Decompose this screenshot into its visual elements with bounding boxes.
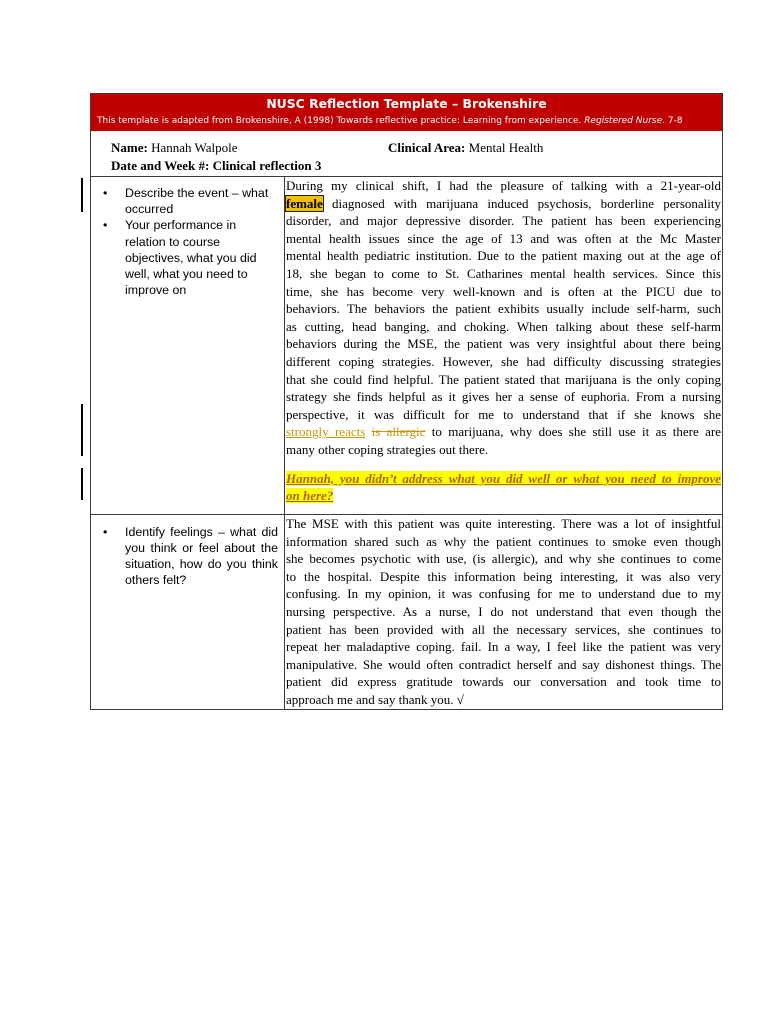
prompt-cell [91, 515, 285, 709]
response-line: different coping strategies. However, she had difficulty discussing strategies [286, 353, 721, 369]
response-line: patient did express gratitude towards our conversation and took time to [286, 674, 721, 690]
response-line: as cutting, head banging, and choking. When talking about these self-harm [286, 318, 721, 334]
name-label: Name: [111, 140, 148, 155]
response-line: 18, she began to come to St. Catharines mental health services. Since this [286, 265, 721, 281]
response-line: manipulative. She would often contradict herself and say dishonest things. The [286, 656, 721, 672]
bullet-icon: • [103, 525, 108, 539]
inserted-text: strongly reacts [286, 424, 366, 440]
change-bar [81, 178, 83, 212]
response-line: strategy she finds helpful as it gives her a sense of euphoria. From a nursing [286, 389, 721, 405]
response-line: nursing perspective. As a nurse, I do not understand that even though the [286, 603, 721, 619]
prompt-line: objectives, what you did [125, 250, 257, 265]
date-week-label: Date and Week #: [111, 157, 210, 173]
reflection-table [90, 93, 723, 710]
response-line: time, she has become very well-known and is often at the PICU due to [286, 283, 721, 299]
change-bar [81, 404, 83, 456]
response-text: to marijuana, why does she still use it as there are [431, 424, 721, 440]
response-line [286, 423, 721, 441]
response-line: information shared such as why the patient continues to smoke even though [286, 533, 721, 549]
response-line: repeat her maladaptive coping. fail. In a way, I feel like the patient was very [286, 639, 721, 655]
response-text: diagnosed with marijuana induced psychosis, borderline personality [332, 195, 722, 211]
response-line: patient has been provided with all the necessary services, she continues to [286, 621, 721, 637]
bullet-icon: • [103, 218, 108, 233]
clinical-area-field [388, 139, 543, 157]
clinical-area-label: Clinical Area: [388, 140, 466, 155]
response-line [286, 195, 721, 213]
response-line: mental health issues since the age of 13 and was often at the Mc Master [286, 230, 721, 246]
reflection-row-feelings [91, 515, 722, 709]
template-citation [91, 116, 722, 126]
response-paragraph [286, 515, 721, 709]
prompt-line: situation, how do you think [125, 557, 278, 571]
date-week-field [111, 157, 321, 175]
response-line: perspective, it was difficult for me to understand that if she knows she [286, 406, 721, 422]
response-line: mental health pediatric institution. Due to the patient maxing out at the age of [286, 248, 721, 264]
response-line: that she could find helpful. The patient stated that marijuana is the only coping [286, 371, 721, 387]
highlighted-word: female [286, 195, 323, 211]
response-line: to the hospital. Despite this information being interesting, it was also very [286, 568, 721, 584]
prompt-line: Your performance in [125, 218, 237, 233]
response-line: During my clinical shift, I had the pleasure of talking with a 21-year-old [286, 178, 721, 193]
date-week-value: Clinical reflection 3 [212, 157, 322, 173]
comment-line [286, 470, 721, 488]
response-line: approach me and say thank you. √ [286, 691, 464, 707]
prompt-item [91, 185, 278, 217]
clinical-area-value: Mental Health [468, 140, 544, 155]
response-paragraph [286, 177, 721, 459]
prompt-line: occurred [125, 202, 174, 217]
response-line: disorder, and major depressive disorder. The patient has been experiencing [286, 213, 721, 229]
prompt-line: Identify feelings – what did [125, 525, 278, 539]
prompt-item [91, 217, 278, 298]
prompt-line: you think or feel about the [125, 541, 278, 555]
template-header [91, 94, 722, 131]
deleted-text: is allergic [371, 424, 426, 440]
response-line: she becomes psychotic with use, (is allergic), and why she continues to come [286, 551, 721, 567]
prompt-line: improve on [125, 283, 187, 298]
comment-line [286, 487, 721, 505]
prompt-line: Describe the event – what [125, 186, 269, 200]
reflection-row-event [91, 177, 722, 515]
template-title: NUSC Reflection Template – Brokenshire [266, 96, 547, 111]
citation-journal: Registered Nurse [584, 116, 663, 126]
change-bar [81, 468, 83, 500]
response-cell [285, 515, 722, 709]
response-line: The MSE with this patient was quite interesting. There was a lot of insightful [286, 516, 721, 531]
response-line: behaviors during the MSE, the patient was very insightful about there being [286, 336, 721, 352]
response-cell [285, 177, 722, 514]
reviewer-comment [286, 470, 721, 505]
comment-text: on here? [286, 488, 334, 504]
response-line: behaviors. The behaviors the patient exhibits usually include self-harm, such [286, 301, 721, 317]
student-info-row [91, 131, 722, 177]
prompt-line: relation to course [125, 234, 221, 249]
response-line: many other coping strategies out there. [286, 441, 489, 457]
prompt-item [91, 524, 278, 588]
bullet-icon: • [103, 186, 108, 200]
prompt-line: others felt? [125, 573, 187, 587]
prompt-cell [91, 177, 285, 514]
response-line: confusing. In my opinion, it was confusing for me to understand due to my [286, 586, 721, 602]
citation-pages: . 7-8 [662, 116, 683, 126]
prompt-line: well, what you need to [125, 267, 248, 282]
name-field [111, 139, 238, 157]
comment-text: Hannah, you didn’t address what you did well or what you need to improve [286, 470, 721, 486]
citation-text: This template is adapted from Brokenshire, A (1998) Towards reflective practice: Learning from experience. [97, 116, 582, 126]
name-value: Hannah Walpole [151, 140, 238, 155]
